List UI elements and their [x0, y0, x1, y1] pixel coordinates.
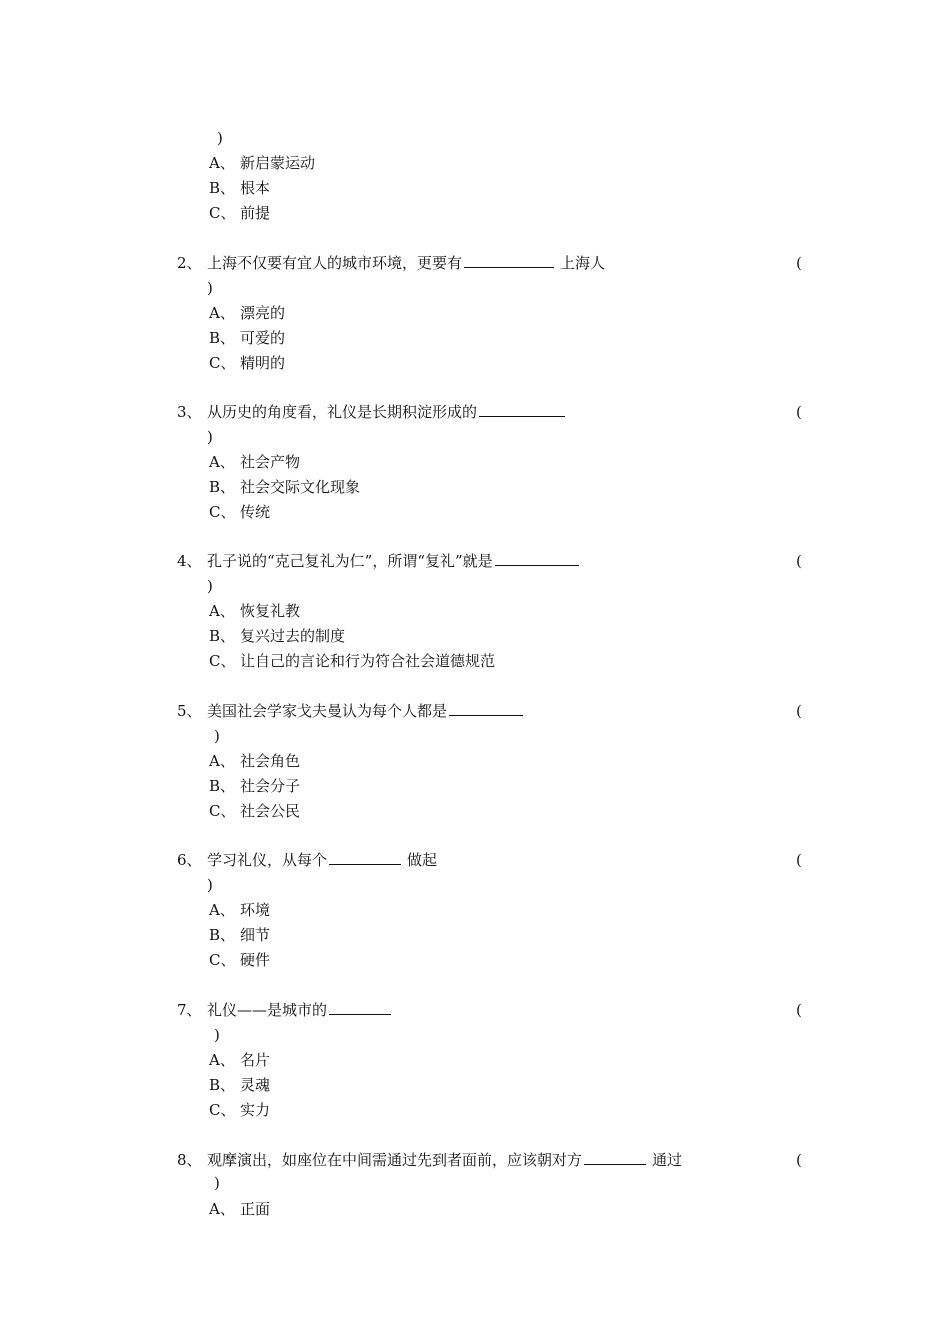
option-letter: A、	[209, 1200, 235, 1218]
option-letter: C、	[209, 802, 236, 820]
close-paren: )	[207, 577, 213, 595]
question-7-option-c	[0, 1100, 950, 1120]
close-paren: )	[214, 1174, 220, 1192]
option-text: 前提	[240, 204, 271, 222]
option-text: 名片	[240, 1051, 271, 1069]
option-letter: A、	[209, 901, 235, 919]
question-7-option-a	[0, 1050, 950, 1070]
open-paren: (	[796, 702, 802, 720]
question-2-option-b	[0, 328, 950, 348]
option-letter: A、	[209, 304, 235, 322]
option-letter: C、	[209, 354, 236, 372]
question-7-option-b	[0, 1075, 950, 1095]
option-text: 硬件	[240, 951, 271, 969]
answer-blank	[495, 551, 579, 566]
answer-blank	[449, 701, 523, 716]
question-text-after: 做起	[407, 851, 438, 869]
close-paren: )	[207, 428, 213, 446]
question-5-option-a	[0, 751, 950, 771]
option-letter: A、	[209, 1051, 235, 1069]
question-6-option-a	[0, 900, 950, 920]
open-paren: (	[796, 403, 802, 421]
question-text-before: 学习礼仪，从每个	[207, 851, 328, 869]
option-letter: C、	[209, 204, 236, 222]
open-paren: (	[796, 851, 802, 869]
intro-option-a	[0, 153, 950, 173]
option-text: 环境	[240, 901, 271, 919]
option-letter: A、	[209, 453, 235, 471]
question-text	[207, 701, 529, 721]
option-letter: B、	[209, 1076, 236, 1094]
option-text: 传统	[240, 503, 271, 521]
question-number: 5、	[177, 702, 202, 720]
option-letter: A、	[209, 602, 235, 620]
question-text	[207, 402, 571, 422]
question-text-before: 孔子说的“克己复礼为仁”，所谓“复礼”就是	[207, 552, 493, 570]
question-4-close	[0, 576, 950, 596]
open-paren: (	[796, 254, 802, 272]
question-5-stem	[0, 701, 950, 721]
question-3-option-b	[0, 477, 950, 497]
question-text-before: 上海不仅要有宜人的城市环境，更要有	[207, 254, 463, 272]
option-text: 新启蒙运动	[240, 154, 316, 172]
option-letter: C、	[209, 503, 236, 521]
option-text: 复兴过去的制度	[240, 627, 346, 645]
question-8-stem	[0, 1150, 950, 1170]
option-letter: B、	[209, 926, 236, 944]
close-paren: )	[207, 876, 213, 894]
question-text-after: 通过	[652, 1151, 683, 1169]
intro-close-paren-line	[0, 128, 950, 148]
question-8-close	[0, 1173, 950, 1193]
question-2-stem	[0, 253, 950, 273]
question-3-option-c	[0, 502, 950, 522]
question-number: 2、	[177, 254, 202, 272]
question-5-close	[0, 726, 950, 746]
question-8-option-a	[0, 1199, 950, 1219]
question-text-before: 礼仪——是城市的	[207, 1001, 328, 1019]
question-text-before: 观摩演出，如座位在中间需通过先到者面前，应该朝对方	[207, 1151, 583, 1169]
option-text: 社会角色	[240, 752, 301, 770]
answer-blank	[479, 402, 565, 417]
option-text: 灵魂	[240, 1076, 271, 1094]
question-text-before: 从历史的角度看，礼仪是长期积淀形成的	[207, 403, 478, 421]
question-4-stem	[0, 551, 950, 571]
option-letter: A、	[209, 154, 235, 172]
option-letter: B、	[209, 627, 236, 645]
option-text: 社会产物	[240, 453, 301, 471]
question-text	[207, 253, 605, 273]
question-7-stem	[0, 1000, 950, 1020]
answer-blank	[584, 1150, 646, 1165]
close-paren: )	[214, 1026, 220, 1044]
option-letter: B、	[209, 777, 236, 795]
question-3-close	[0, 427, 950, 447]
intro-option-b	[0, 178, 950, 198]
question-text-before: 美国社会学家戈夫曼认为每个人都是	[207, 702, 448, 720]
question-number: 6、	[177, 851, 202, 869]
option-letter: A、	[209, 752, 235, 770]
question-7-close	[0, 1025, 950, 1045]
option-text: 可爱的	[240, 329, 286, 347]
option-text: 精明的	[240, 354, 286, 372]
close-paren: )	[207, 279, 213, 297]
question-4-option-b	[0, 626, 950, 646]
option-text: 社会交际文化现象	[240, 478, 361, 496]
close-paren: )	[214, 727, 220, 745]
question-number: 3、	[177, 403, 202, 421]
question-6-option-b	[0, 925, 950, 945]
option-text: 漂亮的	[240, 304, 286, 322]
option-text: 社会公民	[240, 802, 301, 820]
option-text: 实力	[240, 1101, 271, 1119]
answer-blank	[329, 1000, 391, 1015]
question-number: 7、	[177, 1001, 202, 1019]
question-4-option-c	[0, 651, 950, 671]
option-text: 恢复礼教	[240, 602, 301, 620]
option-letter: C、	[209, 1101, 236, 1119]
question-2-close	[0, 278, 950, 298]
option-text: 根本	[240, 179, 271, 197]
option-text: 正面	[240, 1200, 271, 1218]
option-letter: B、	[209, 329, 236, 347]
intro-option-c	[0, 203, 950, 223]
question-number: 8、	[177, 1151, 202, 1169]
question-4-option-a	[0, 601, 950, 621]
question-5-option-b	[0, 776, 950, 796]
answer-blank	[329, 850, 401, 865]
option-text: 让自己的言论和行为符合社会道德规范	[240, 652, 496, 670]
question-text	[207, 1150, 682, 1170]
option-letter: C、	[209, 951, 236, 969]
option-text: 细节	[240, 926, 271, 944]
open-paren: (	[796, 1151, 802, 1169]
question-6-stem	[0, 850, 950, 870]
question-6-option-c	[0, 950, 950, 970]
option-letter: B、	[209, 179, 236, 197]
question-2-option-c	[0, 353, 950, 373]
question-3-stem	[0, 402, 950, 422]
option-text: 社会分子	[240, 777, 301, 795]
question-2-option-a	[0, 303, 950, 323]
open-paren: (	[796, 1001, 802, 1019]
close-paren: )	[217, 129, 223, 147]
question-number: 4、	[177, 552, 202, 570]
question-text	[207, 551, 585, 571]
option-letter: C、	[209, 652, 236, 670]
question-5-option-c	[0, 801, 950, 821]
option-letter: B、	[209, 478, 236, 496]
question-3-option-a	[0, 452, 950, 472]
question-text-after: 上海人	[560, 254, 606, 272]
question-6-close	[0, 875, 950, 895]
question-text	[207, 1000, 397, 1020]
question-text	[207, 850, 437, 870]
open-paren: (	[796, 552, 802, 570]
answer-blank	[464, 253, 554, 268]
